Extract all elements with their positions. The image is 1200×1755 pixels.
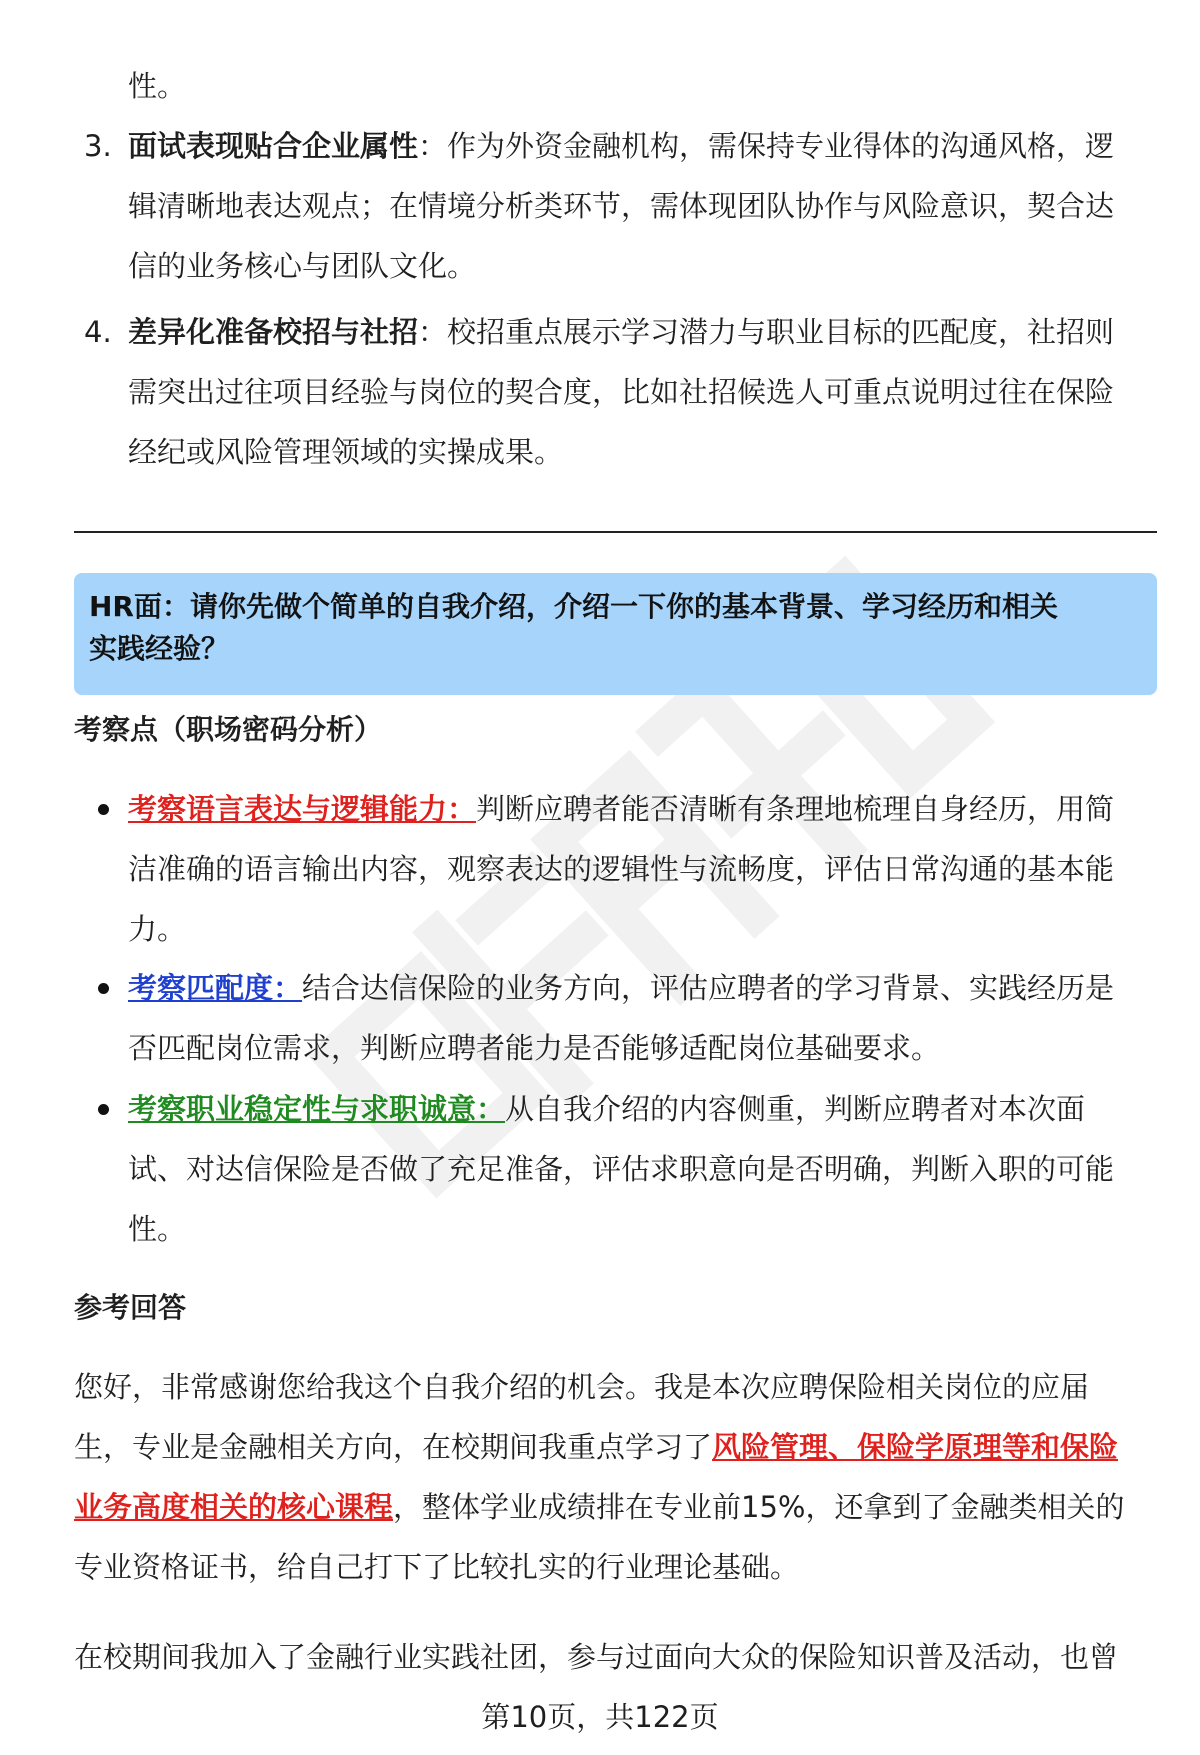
list-item-line bbox=[128, 968, 1114, 1008]
list-item-line: 需突出过往项目经验与岗位的契合度，比如社招候选人可重点说明过往在保险 bbox=[128, 375, 1115, 409]
list-item-line bbox=[128, 312, 1114, 352]
paragraph-line: 在校期间我加入了金融行业实践社团，参与过面向大众的保险知识普及活动，也曾 bbox=[74, 1640, 1119, 1674]
analysis-label: 考察语言表达与逻辑能力： bbox=[128, 792, 477, 826]
analysis-label: 考察职业稳定性与求职诚意： bbox=[128, 1092, 506, 1126]
list-item-line: 辑清晰地表达观点；在情境分析类环节，需体现团队协作与风险意识，契合达 bbox=[128, 189, 1115, 223]
bullet-dot bbox=[98, 804, 109, 815]
list-item-line: 力。 bbox=[128, 912, 187, 946]
list-item-line: 经纪或风险管理领域的实操成果。 bbox=[128, 435, 564, 469]
paragraph-line: 您好，非常感谢您给我这个自我介绍的机会。我是本次应聘保险相关岗位的应届 bbox=[74, 1370, 1090, 1404]
analysis-text: 结合达信保险的业务方向，评估应聘者的学习背景、实践经历是 bbox=[302, 971, 1115, 1005]
list-item-text: ：校招重点展示学习潜力与职业目标的匹配度，社招则 bbox=[418, 315, 1115, 349]
list-item-line: 洁准确的语言输出内容，观察表达的逻辑性与流畅度，评估日常沟通的基本能 bbox=[128, 852, 1115, 886]
list-item-line: 性。 bbox=[128, 1212, 187, 1246]
paragraph-line: 专业资格证书，给自己打下了比较扎实的行业理论基础。 bbox=[74, 1550, 800, 1584]
list-continuation-text: 性。 bbox=[128, 69, 187, 103]
list-item-line bbox=[128, 126, 1114, 166]
list-item-line: 信的业务核心与团队文化。 bbox=[128, 249, 477, 283]
answer-heading: 参考回答 bbox=[74, 1291, 187, 1324]
section-divider bbox=[74, 531, 1157, 533]
list-item-line: 试、对达信保险是否做了充足准备，评估求职意向是否明确，判断入职的可能 bbox=[128, 1152, 1115, 1186]
analysis-label: 考察匹配度： bbox=[128, 971, 303, 1005]
paragraph-line bbox=[74, 1427, 1118, 1467]
list-item-title: 差异化准备校招与社招 bbox=[128, 315, 419, 349]
question-text-line: 实践经验？ bbox=[89, 632, 230, 665]
analysis-text: 判断应聘者能否清晰有条理地梳理自身经历，用简 bbox=[476, 792, 1115, 826]
analysis-heading: 考察点（职场密码分析） bbox=[74, 713, 383, 746]
paragraph-text: 生，专业是金融相关方向，在校期间我重点学习了 bbox=[74, 1430, 713, 1464]
list-item-line bbox=[128, 789, 1114, 829]
analysis-text: 从自我介绍的内容侧重，判断应聘者对本次面 bbox=[505, 1092, 1086, 1126]
paragraph-text: ，整体学业成绩排在专业前15%，还拿到了金融类相关的 bbox=[393, 1490, 1125, 1524]
question-text-line: HR面：请你先做个简单的自我介绍，介绍一下你的基本背景、学习经历和相关 bbox=[89, 590, 1058, 623]
question-box bbox=[74, 573, 1157, 695]
bullet-dot bbox=[98, 983, 109, 994]
list-item-line: 否匹配岗位需求，判断应聘者能力是否能够适配岗位基础要求。 bbox=[128, 1031, 941, 1065]
paragraph-line bbox=[74, 1487, 1124, 1527]
list-item-title: 面试表现贴合企业属性 bbox=[128, 129, 419, 163]
list-number: 3. bbox=[84, 129, 112, 163]
highlight-text: 业务高度相关的核心课程 bbox=[74, 1490, 394, 1524]
list-number: 4. bbox=[84, 315, 112, 349]
highlight-text: 风险管理、保险学原理等和保险 bbox=[712, 1430, 1119, 1464]
bullet-dot bbox=[98, 1104, 109, 1115]
list-item-text: ：作为外资金融机构，需保持专业得体的沟通风格，逻 bbox=[418, 129, 1115, 163]
list-item-line bbox=[128, 1089, 1085, 1129]
page-footer: 第10页，共122页 bbox=[481, 1700, 719, 1734]
